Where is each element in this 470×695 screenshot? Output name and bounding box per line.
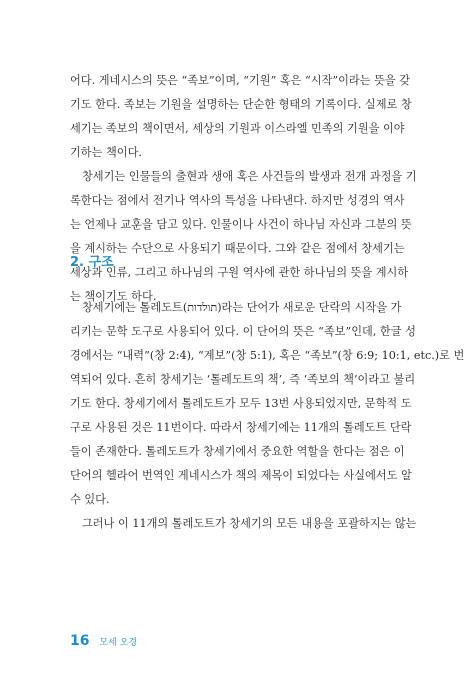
text-line: 창세기에는 톨레도트(תולדות)라는 단어가 새로운 단락의 시작을 가 bbox=[82, 301, 402, 314]
text-line: 는 언제나 교훈을 담고 있다. 인물이나 사건이 하나님 자신과 그분의 뜻 bbox=[70, 218, 412, 231]
text-line: 리키는 문학 도구로 사용되어 있다. 이 단어의 뜻은 “족보”인데, 한글 성 bbox=[70, 325, 416, 338]
text-line: 단어의 헬라어 번역인 게네시스가 책의 제목이 되었다는 사실에서도 알 bbox=[70, 469, 412, 482]
text-line: 역되어 있다. 흔히 창세기는 ‘톨레도트의 책’, 즉 ‘족보의 책’이라고 불리 bbox=[70, 373, 416, 386]
paragraph-4 bbox=[82, 512, 417, 536]
text-line: 창세기는 인물들의 출현과 생애 혹은 사건들의 발생과 전개 과정을 기 bbox=[82, 170, 417, 183]
book-title: 모세 오경 bbox=[99, 638, 138, 648]
text-line: 을 계시하는 수단으로 사용되기 때문이다. 그와 같은 점에서 창세기는 bbox=[70, 242, 405, 255]
text-line: 그러나 이 11개의 톨레도트가 창세기의 모든 내용을 포괄하지는 않는 bbox=[82, 517, 417, 530]
text-line: 수 있다. bbox=[70, 493, 110, 506]
text-line: 경에서는 “내력”(창 2:4), “계보”(창 5:1), 혹은 “족보”(창 6:9; 10:1, etc.)로 번 bbox=[70, 349, 465, 362]
text-line: 구로 사용된 것은 11번이다. 따라서 창세기에는 11개의 톨레도트 단락 bbox=[70, 421, 412, 434]
paragraph-2 bbox=[70, 165, 417, 309]
page-footer bbox=[70, 633, 137, 649]
text-line: 세기는 족보의 책이면서, 세상의 기원과 이스라엘 민족의 기원을 이야 bbox=[70, 122, 405, 135]
text-line: 들이 존재한다. 톨레도트가 창세기에서 중요한 역할을 한다는 점은 이 bbox=[70, 445, 405, 458]
text-line: 기도 한다. 창세기에서 톨레도트가 모두 13번 사용되었지만, 문학적 도 bbox=[70, 397, 412, 410]
text-line: 는 책이기도 하다. bbox=[70, 290, 157, 303]
section-heading: 2. 구조 bbox=[70, 255, 114, 270]
text-line: 록한다는 점에서 전기나 역사의 특성을 나타낸다. 하지만 성경의 역사 bbox=[70, 194, 405, 207]
text-line: 어다. 게네시스의 뜻은 “족보”이며, “기원” 혹은 “시작”이라는 뜻을 갖 bbox=[70, 74, 411, 87]
paragraph-1 bbox=[70, 69, 412, 165]
page-number: 16 bbox=[70, 633, 90, 649]
text-line: 기도 한다. 족보는 기원을 설명하는 단순한 형태의 기록이다. 실제로 창 bbox=[70, 98, 412, 111]
text-line: 세상과 인류, 그리고 하나님의 구원 역사에 관한 하나님의 뜻을 계시하 bbox=[70, 266, 409, 279]
text-line: 기하는 책이다. bbox=[70, 146, 142, 159]
